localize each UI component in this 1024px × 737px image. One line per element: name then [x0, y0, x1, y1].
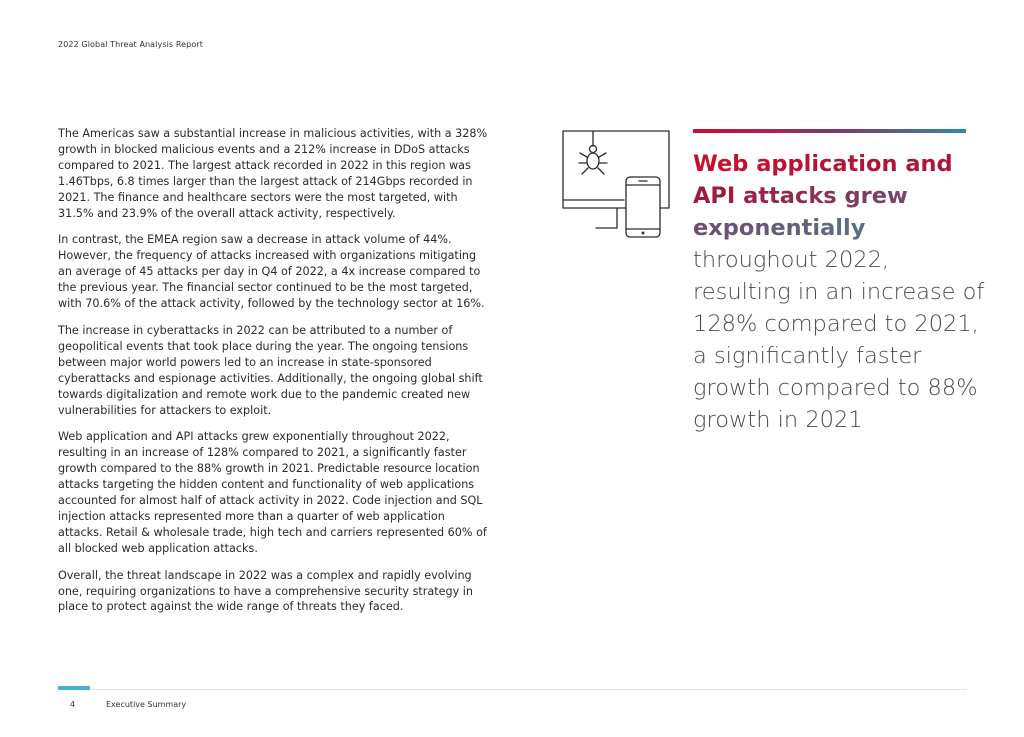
paragraph-emea: In contrast, the EMEA region saw a decrease in attack volume of 44%. However, the frequency of attacks increased with organizations mitigating an average of 45 attacks per day in Q4 of 2022, a 4x increase compared to the previous year. The financial sector continued to be the most targeted, with 70.6% of the attack activity, followed by the technology sector at 16%. — [58, 233, 485, 311]
paragraph-geopolitical: The increase in cyberattacks in 2022 can be attributed to a number of geopolitical events that took place during the year. The ongoing tensions between major world powers led to an increase in state-sponsored cyberattacks and espionage activities. Additionally, the ongoing global shift towards digitalization and remote work due to the pandemic created new vulnerabilities for attackers to exploit. — [58, 323, 483, 417]
paragraph-web-api: Web application and API attacks grew exponentially throughout 2022, resulting in an increase of 128% compared to 2021, a significantly faster growth compared to the 88% growth in 2021. Predictable resource location attacks targeting the hidden content and functionality of web applications accounted for almost half of attack activity in 2022. Code injection and SQL injection attacks represented more than a quarter of web application attacks. Retail & wholesale trade, high tech and carriers represented 60% of all blocked web application attacks. — [58, 430, 487, 555]
report-title: 2022 Global Threat Analysis Report — [58, 40, 203, 49]
pull-quote-highlight: Web application and API attacks grew exponentially — [693, 151, 953, 241]
body-text — [58, 126, 490, 626]
monitor-phone-bug-icon — [562, 130, 672, 240]
footer-accent-tab — [58, 686, 90, 690]
pull-quote-text: throughout 2022, resulting in an increase of 128% compared to 2021, a significantly faster growth compared to 88% growth in 2021 — [693, 247, 985, 433]
paragraph-overall: Overall, the threat landscape in 2022 was a complex and rapidly evolving one, requiring organizations to have a comprehensive security strategy in place to protect against the wide range of threats they faced. — [58, 568, 474, 614]
page-number: 4 — [70, 700, 76, 709]
paragraph-americas: The Americas saw a substantial increase in malicious activities, with a 328% growth in blocked malicious events and a 212% increase in DDoS attacks compared to 2021. The largest attack recorded in 2022 in this region was 1.46Tbps, 6.8 times larger than the largest attack of 214Gbps recorded in 2021. The finance and healthcare sectors were the most targeted, with 31.5% and 23.9% of the overall attack activity, respectively. — [58, 127, 488, 220]
section-label: Executive Summary — [106, 700, 187, 709]
footer-divider — [58, 689, 966, 690]
accent-bar — [693, 129, 966, 133]
pull-quote — [693, 148, 993, 436]
